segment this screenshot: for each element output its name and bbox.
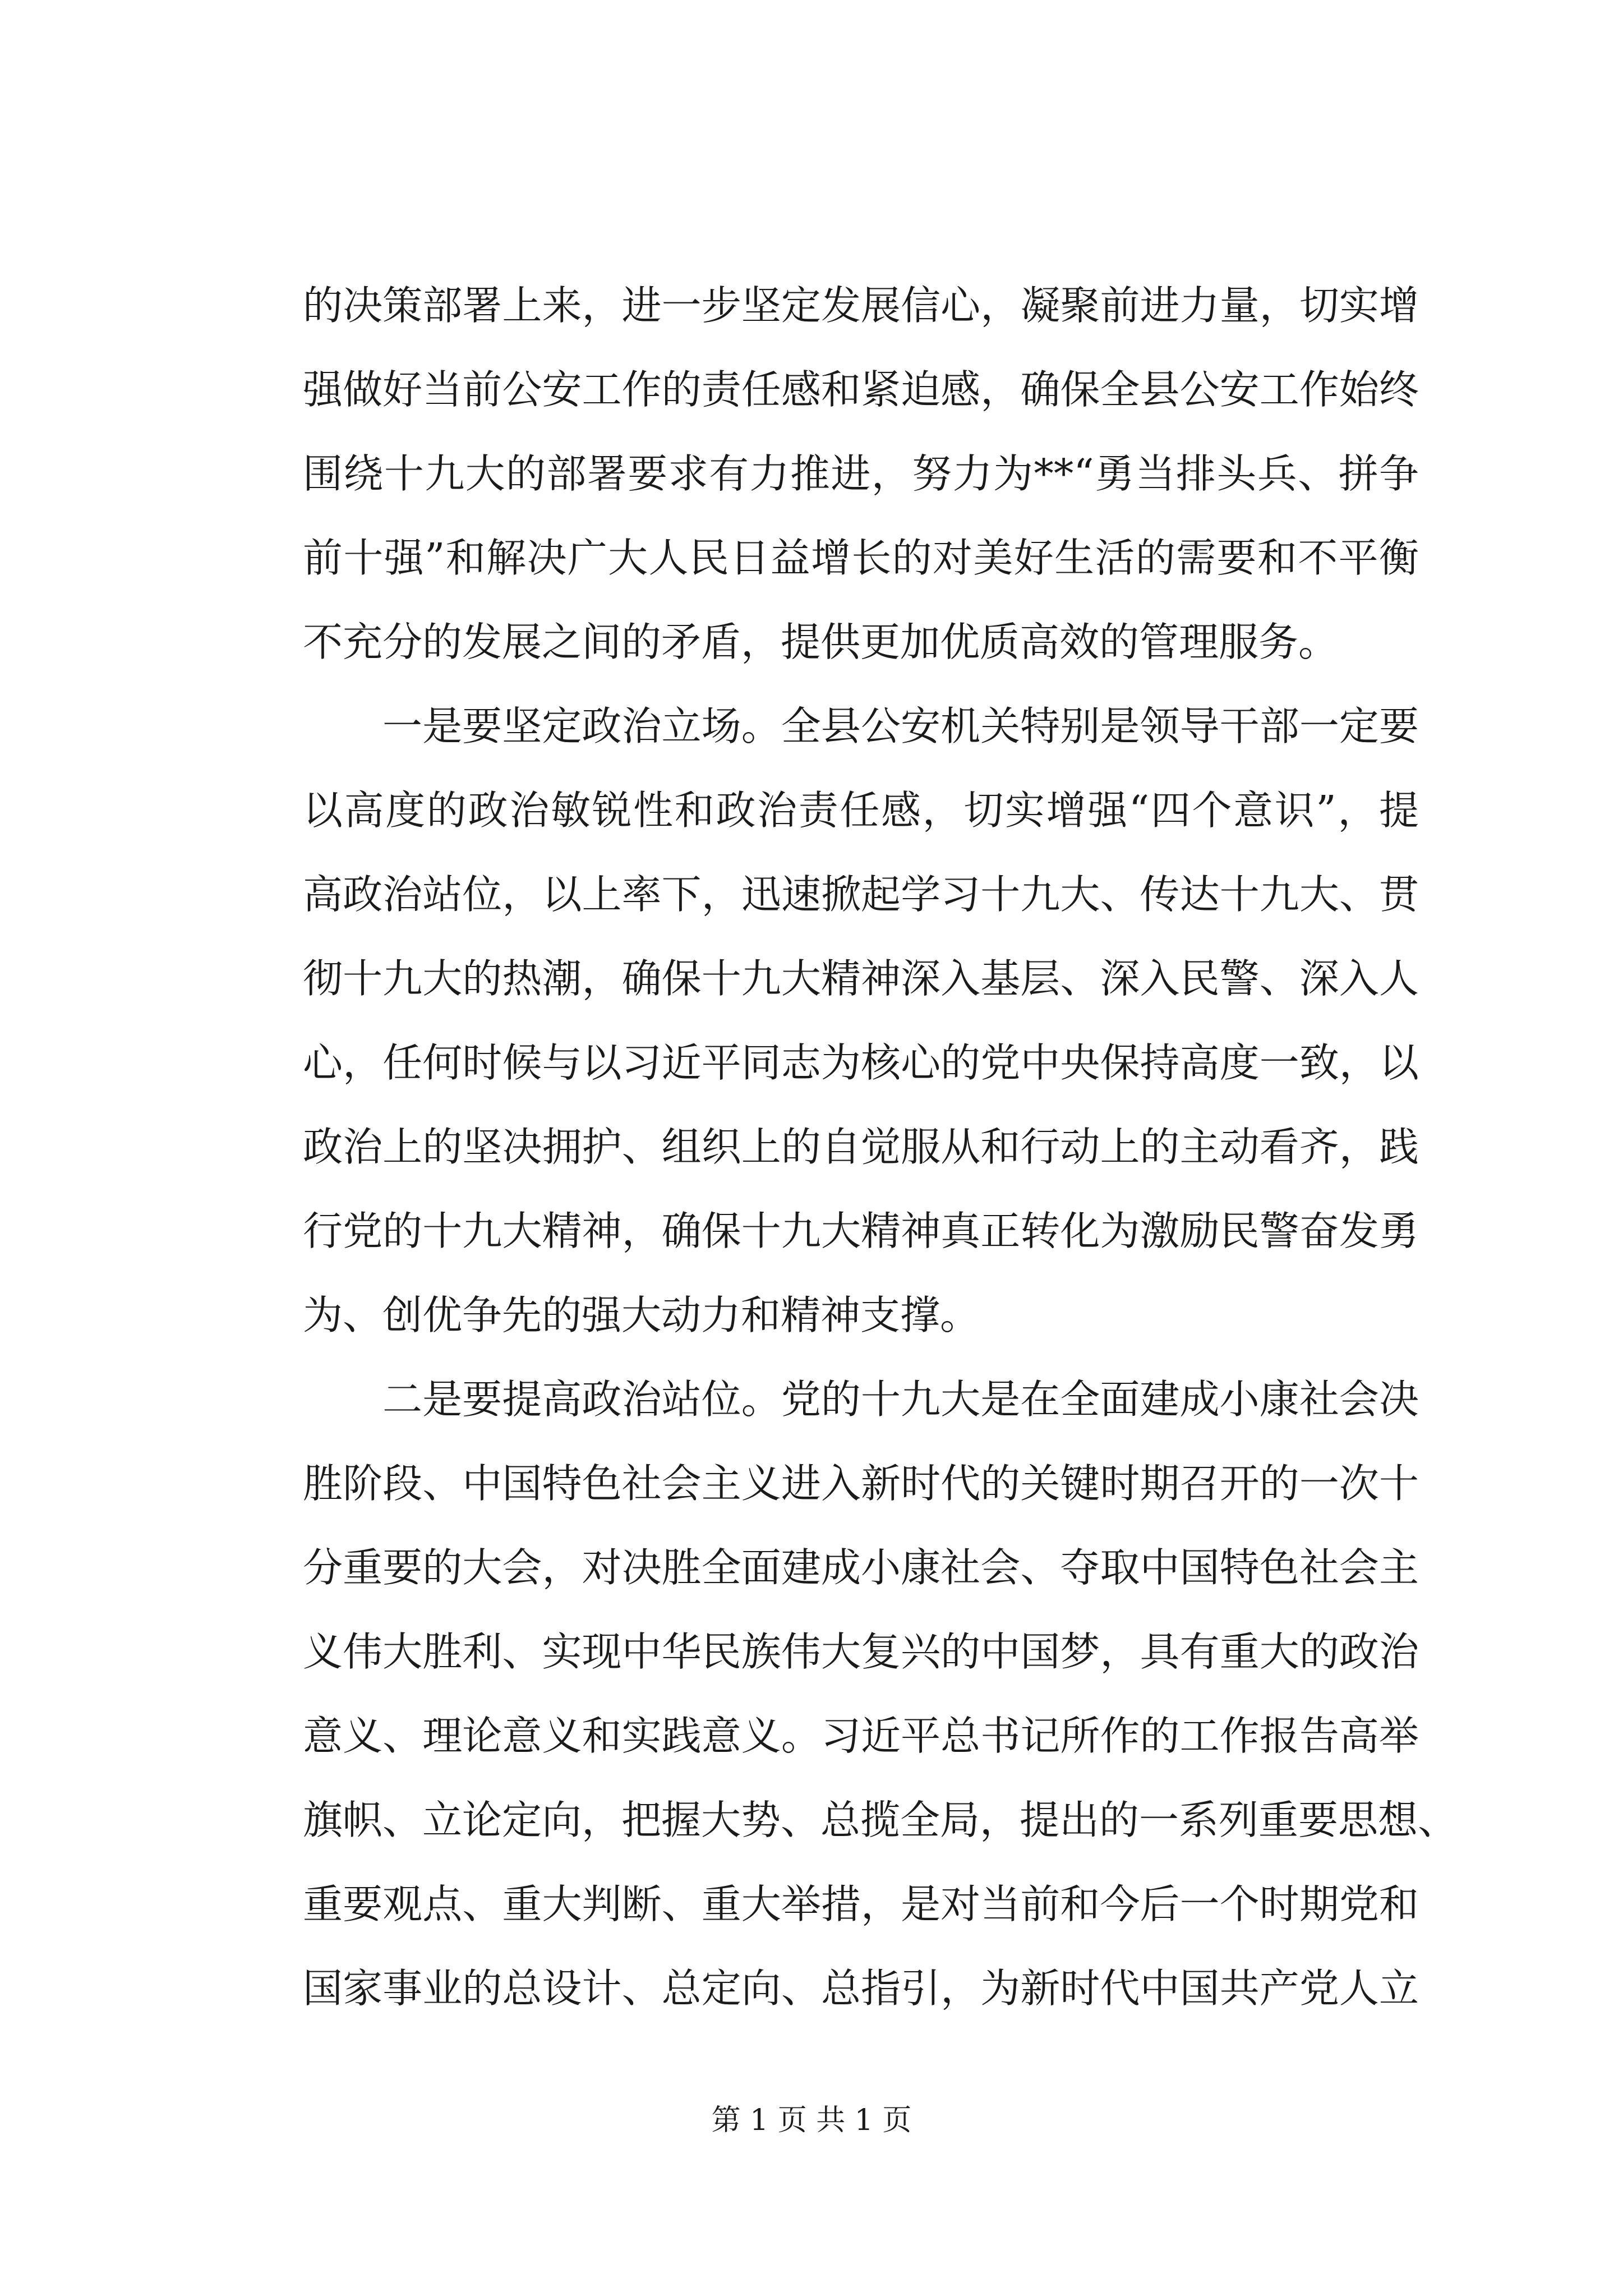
text-line: 重要观点、重大判断、重大举措，是对当前和今后一个时期党和: [303, 1881, 1419, 1927]
text-line: 意义、理论意义和实践意义。习近平总书记所作的工作报告高举: [303, 1713, 1419, 1759]
text-line: 不充分的发展之间的矛盾，提供更加优质高效的管理服务。: [303, 619, 1339, 665]
text-line: 的决策部署上来，进一步坚定发展信心，凝聚前进力量，切实增: [303, 282, 1419, 329]
text-line: 彻十九大的热潮，确保十九大精神深入基层、深入民警、深入人: [303, 955, 1419, 1002]
text-line: 政治上的坚决拥护、组织上的自觉服从和行动上的主动看齐，践: [303, 1124, 1419, 1170]
text-line: 心，任何时候与以习近平同志为核心的党中央保持高度一致，以: [303, 1039, 1419, 1086]
text-line: 前十强”和解决广大人民日益增长的对美好生活的需要和不平衡: [303, 535, 1419, 581]
body-text: [303, 264, 1458, 2031]
text-line: 强做好当前公安工作的责任感和紧迫感，确保全县公安工作始终: [303, 366, 1419, 413]
text-line: 国家事业的总设计、总定向、总指引，为新时代中国共产党人立: [303, 1965, 1419, 2012]
text-line: 旗帜、立论定向，把握大势、总揽全局，提出的一系列重要思想、: [303, 1797, 1458, 1843]
text-line: 胜阶段、中国特色社会主义进入新时代的关键时期召开的一次十: [303, 1460, 1419, 1507]
text-line: 义伟大胜利、实现中华民族伟大复兴的中国梦，具有重大的政治: [303, 1628, 1419, 1675]
text-line: 以高度的政治敏锐性和政治责任感，切实增强“四个意识”，提: [303, 787, 1419, 834]
text-line: 行党的十九大精神，确保十九大精神真正转化为激励民警奋发勇: [303, 1208, 1419, 1254]
text-line: 为、创优争先的强大动力和精神支撑。: [303, 1292, 980, 1338]
text-line: 高政治站位，以上率下，迅速掀起学习十九大、传达十九大、贯: [303, 871, 1419, 918]
paragraph-start-line: 二是要提高政治站位。党的十九大是在全面建成小康社会决: [382, 1376, 1419, 1423]
text-line: 围绕十九大的部署要求有力推进，努力为**“勇当排头兵、拼争: [303, 450, 1419, 497]
page-number-footer: 第 1 页 共 1 页: [711, 2104, 912, 2137]
text-line: 分重要的大会，对决胜全面建成小康社会、夺取中国特色社会主: [303, 1544, 1419, 1591]
paragraph-start-line: 一是要坚定政治立场。全县公安机关特别是领导干部一定要: [382, 703, 1419, 749]
